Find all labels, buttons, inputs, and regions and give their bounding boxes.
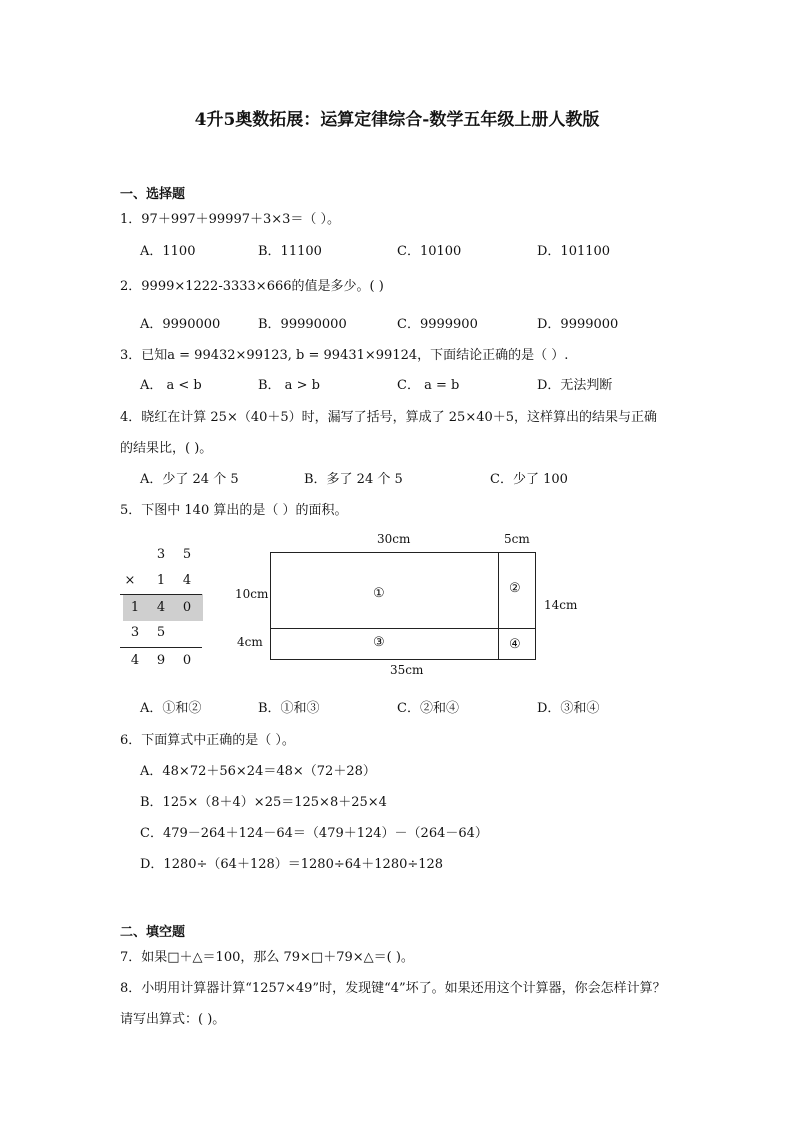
dim-top-left: 30cm <box>377 532 411 546</box>
q2-option-c[interactable]: C．9999900 <box>397 317 478 332</box>
q6-option-a[interactable]: A．48×72＋56×24＝48×（72＋28） <box>140 764 376 779</box>
question-7: 7．如果□＋△＝100，那么 79×□＋79×△＝( )。 <box>120 950 414 965</box>
region-4-label: ④ <box>509 637 521 652</box>
calc-cell: 0 <box>182 600 192 615</box>
question-4-line1: 4．晓红在计算 25×（40＋5）时，漏写了括号，算成了 25×40＋5，这样算出的结果与正确 <box>120 410 658 425</box>
q1-option-c[interactable]: C．10100 <box>397 244 462 259</box>
horizontal-divider <box>270 628 536 629</box>
calc-cell: 4 <box>130 653 140 668</box>
page-title: 4升5奥数拓展：运算定律综合-数学五年级上册人教版 <box>194 110 600 130</box>
q5-option-b[interactable]: B．①和③ <box>258 701 320 716</box>
vertical-multiplication <box>120 540 205 675</box>
q3-option-b[interactable]: B． a > b <box>258 378 320 393</box>
region-3-label: ③ <box>373 635 385 650</box>
big-rectangle <box>270 552 536 660</box>
q3-option-a[interactable]: A． a < b <box>140 378 202 393</box>
region-2-label: ② <box>509 581 521 596</box>
vertical-divider <box>498 552 499 660</box>
dim-left-top: 10cm <box>235 587 269 601</box>
question-6: 6．下面算式中正确的是（ ）。 <box>120 733 295 748</box>
q1-option-b[interactable]: B．11100 <box>258 244 322 259</box>
dim-top-right: 5cm <box>504 532 530 546</box>
calc-cell: 1 <box>156 573 166 588</box>
q5-option-d[interactable]: D．③和④ <box>537 701 600 716</box>
calc-cell: 4 <box>156 600 166 615</box>
question-8-line2: 请写出算式：( )。 <box>120 1012 226 1027</box>
q3-option-d[interactable]: D．无法判断 <box>537 378 613 393</box>
calc-cell: 4 <box>182 573 192 588</box>
calc-cell: × <box>124 573 136 588</box>
dim-bottom: 35cm <box>390 663 424 677</box>
q3-option-c[interactable]: C． a = b <box>397 378 460 393</box>
calc-cell: 5 <box>182 547 192 562</box>
question-4-line2: 的结果比，( )。 <box>120 441 213 456</box>
calc-line-2 <box>120 647 202 648</box>
q4-option-c[interactable]: C．少了 100 <box>490 472 568 487</box>
q2-option-a[interactable]: A．9990000 <box>140 317 221 332</box>
calc-cell: 3 <box>156 547 166 562</box>
q2-option-d[interactable]: D．9999000 <box>537 317 619 332</box>
calc-cell: 0 <box>182 653 192 668</box>
q6-option-d[interactable]: D．1280÷（64＋128）＝1280÷64＋1280÷128 <box>140 857 444 872</box>
q1-option-a[interactable]: A．1100 <box>140 244 196 259</box>
region-1-label: ① <box>373 586 385 601</box>
q4-option-a[interactable]: A．少了 24 个 5 <box>140 472 239 487</box>
section-choice-heading: 一、选择题 <box>120 187 186 202</box>
calc-cell: 3 <box>130 625 140 640</box>
calc-cell: 5 <box>156 625 166 640</box>
q6-option-b[interactable]: B．125×（8＋4）×25＝125×8＋25×4 <box>140 795 387 810</box>
question-3: 3．已知a = 99432×99123, b = 99431×99124，下面结论正确的是（ ）. <box>120 348 569 363</box>
question-8-line1: 8．小明用计算器计算“1257×49”时，发现键“4”坏了。如果还用这个计算器，你会怎样计算？ <box>120 981 666 996</box>
calc-cell: 9 <box>156 653 166 668</box>
question-1: 1．97＋997＋99997＋3×3＝（ ）。 <box>120 212 341 227</box>
question-5: 5．下图中 140 算出的是（ ）的面积。 <box>120 503 348 518</box>
dim-right: 14cm <box>544 598 578 612</box>
q4-option-b[interactable]: B．多了 24 个 5 <box>304 472 403 487</box>
q1-option-d[interactable]: D．101100 <box>537 244 611 259</box>
q2-option-b[interactable]: B．99990000 <box>258 317 347 332</box>
question-2: 2．9999×1222-3333×666的值是多少。( ) <box>120 279 384 294</box>
calc-cell: 1 <box>130 600 140 615</box>
q6-option-c[interactable]: C．479－264＋124－64＝（479＋124）－（264－64） <box>140 826 488 841</box>
dim-left-bottom: 4cm <box>237 635 263 649</box>
calc-line-1 <box>120 594 202 595</box>
q5-option-a[interactable]: A．①和② <box>140 701 202 716</box>
q5-option-c[interactable]: C．②和④ <box>397 701 459 716</box>
section-fill-heading: 二、填空题 <box>120 925 186 940</box>
